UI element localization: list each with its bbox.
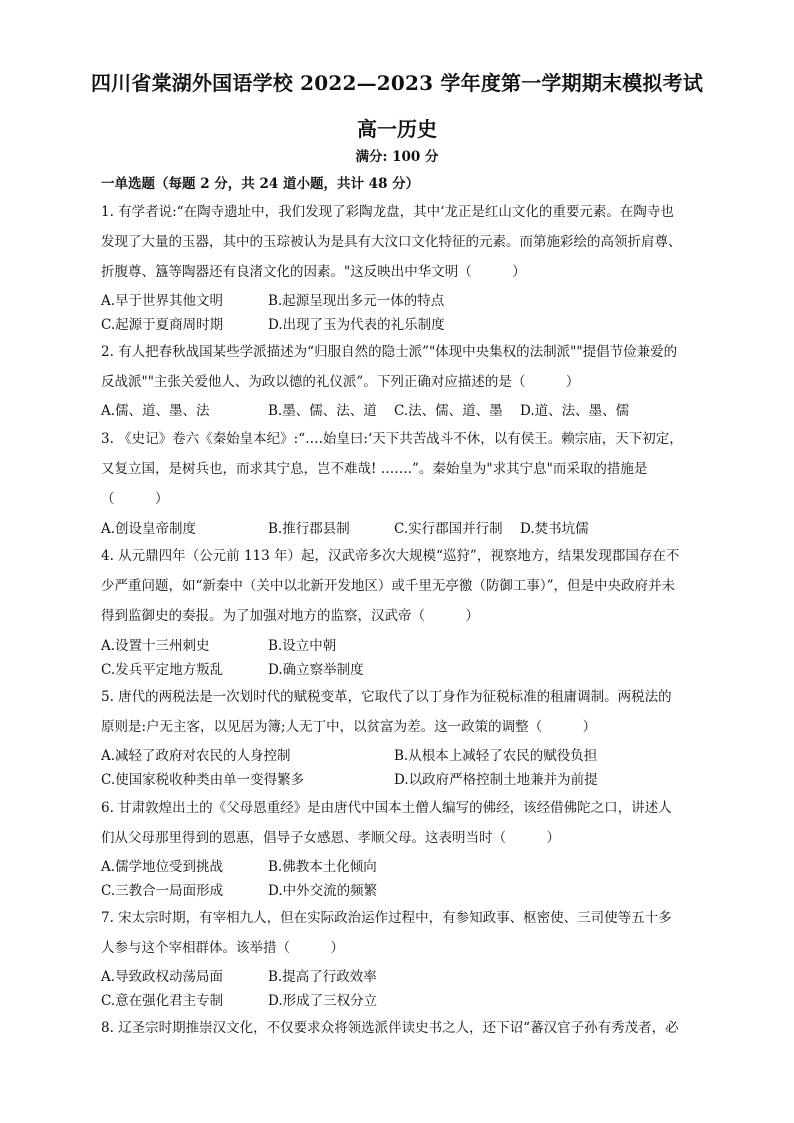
- question-line: 又复立国，是树兵也，而求其宁息，岂不难哉! …….”。秦始皇为"求其宁息"而采取的措施是: [101, 461, 648, 477]
- question-line: 4. 从元鼎四年（公元前 113 年）起，汉武帝多次大规模“巡狩”，视察地方，结果发现郡国存在不: [101, 548, 680, 564]
- question-line: 人参与这个宰相群体。该举措（ ）: [101, 940, 344, 956]
- option-c: C.意在强化君主专制: [101, 993, 224, 1009]
- option-c: C.三教合一局面形成: [101, 883, 224, 899]
- question-line: 6. 甘肃敦煌出土的《父母恩重经》是由唐代中国本土僧人编写的佛经，该经借佛陀之口，讲述人: [101, 800, 672, 816]
- option-b: B.佛教本土化倾向: [268, 859, 377, 875]
- option-d: D.出现了玉为代表的礼乐制度: [268, 317, 445, 333]
- question-line: 少严重问题，如“新秦中（关中以北新开发地区）或千里无亭徼（防御工事）”，但是中央政府并未: [101, 578, 676, 594]
- question-line: 原则是:户无主客，以见居为簿;人无丁中，以贫富为差。这一政策的调整（ ）: [101, 719, 597, 735]
- subject-title: 高一历史: [357, 117, 437, 141]
- option-b: B.设立中朝: [268, 638, 337, 654]
- option-c: C.实行郡国并行制: [394, 521, 503, 537]
- question-line: 3. 《史记》卷六《秦始皇本纪》:“….始皇曰:‘天下共苦战斗不休，以有侯王。赖宗庙，天下初定，: [101, 431, 683, 447]
- section-heading: 一单选题（每题 2 分，共 24 道小题，共计 48 分）: [101, 176, 420, 192]
- option-c: C.法、儒、道、墨: [394, 403, 503, 419]
- question-line: 们从父母那里得到的恩惠，倡导子女感恩、孝顺父母。这表明当时（ ）: [101, 830, 560, 846]
- question-line: 反战派""主张关爱他人、为政以德的礼仪派”。下列正确对应描述的是（ ）: [101, 374, 580, 390]
- option-c: C.使国家税收种类由单一变得繁多: [101, 772, 305, 788]
- option-a: A.创设皇帝制度: [101, 521, 197, 537]
- option-d: D.以政府严格控制土地兼并为前提: [394, 772, 598, 788]
- option-c: C.起源于夏商周时期: [101, 317, 224, 333]
- option-d: D.道、法、墨、儒: [520, 403, 630, 419]
- option-a: A.儒学地位受到挑战: [101, 859, 224, 875]
- question-line: 5. 唐代的两税法是一次划时代的赋税变革，它取代了以丁身作为征税标准的租庸调制。两税法的: [101, 689, 672, 705]
- full-score: 满分: 100 分: [355, 149, 439, 165]
- option-a: A.设置十三州刺史: [101, 638, 210, 654]
- question-line: 折腹尊、簋等陶器还有良渚文化的因素。"这反映出中华文明（ ）: [101, 264, 526, 280]
- option-d: D.确立察举制度: [268, 662, 364, 678]
- option-b: B.从根本上减轻了农民的赋役负担: [394, 748, 598, 764]
- option-b: B.推行郡县制: [268, 521, 350, 537]
- option-a: A.早于世界其他文明: [101, 293, 224, 309]
- option-d: D.中外交流的频繁: [268, 883, 378, 899]
- option-b: B.墨、儒、法、道: [268, 403, 377, 419]
- question-line: （ ）: [101, 491, 169, 507]
- option-b: B.提高了行政效率: [268, 969, 377, 985]
- option-a: A.儒、道、墨、法: [101, 403, 210, 419]
- option-d: D.形成了三权分立: [268, 993, 378, 1009]
- option-d: D.焚书坑儒: [520, 521, 589, 537]
- option-a: A.减轻了政府对农民的人身控制: [101, 748, 291, 764]
- question-line: 8. 辽圣宗时期推崇汉文化，不仅要求众将领选派伴读史书之人，还下诏“蕃汉官子孙有秀茂者，必: [101, 1020, 679, 1036]
- question-line: 得到监御史的奏报。为了加强对地方的监察，汉武帝（ ）: [101, 608, 479, 624]
- question-line: 1. 有学者说:“在陶寺遗址中，我们发现了彩陶龙盘，其中‘龙正是红山文化的重要元素。在陶寺也: [101, 204, 674, 220]
- question-line: 2. 有人把春秋战国某些学派描述为“归服自然的隐士派”"体现中央集权的法制派""提倡节俭兼爱的: [101, 344, 678, 360]
- option-b: B.起源呈现出多元一体的特点: [268, 293, 445, 309]
- question-line: 发现了大量的玉器，其中的玉琮被认为是具有大汶口文化特征的元素。而第施彩绘的高领折肩尊、: [101, 234, 682, 250]
- option-a: A.导致政权动荡局面: [101, 969, 224, 985]
- question-line: 7. 宋太宗时期，有宰相九人，但在实际政治运作过程中，有参知政事、枢密使、三司使等五十多: [101, 910, 672, 926]
- option-c: C.发兵平定地方叛乱: [101, 662, 224, 678]
- exam-title: 四川省棠湖外国语学校 2022—2023 学年度第一学期期末模拟考试: [90, 71, 704, 95]
